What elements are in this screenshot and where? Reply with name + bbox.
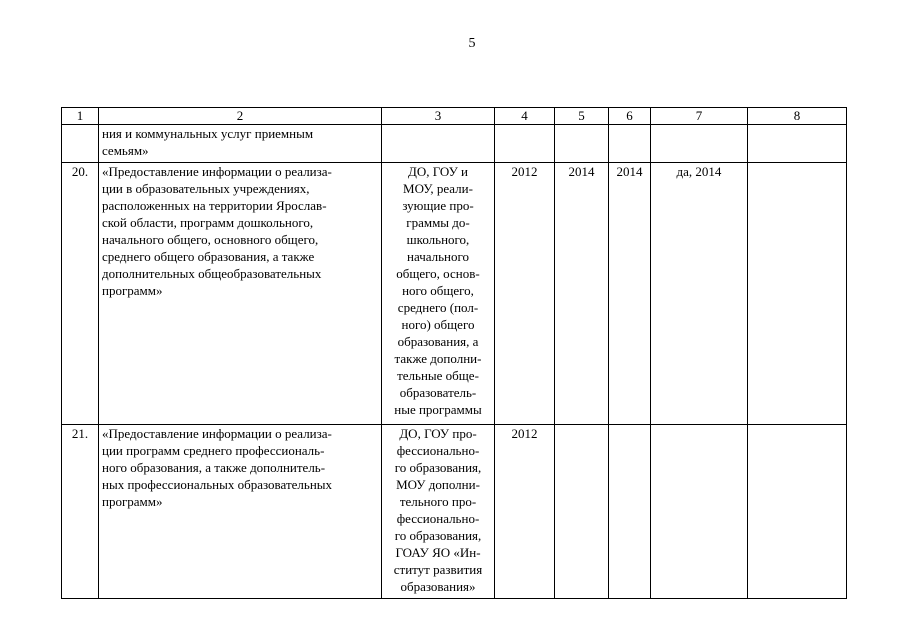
- row-number-cell: 20.: [62, 163, 99, 425]
- column-header-5: 5: [555, 108, 609, 125]
- column-4-cell: 2012: [495, 163, 555, 425]
- executor-cell: [382, 125, 495, 163]
- column-5-cell: [555, 425, 609, 599]
- executor-cell: ДО, ГОУ и МОУ, реали- зующие про- граммы до- школьного, начального общего, основ- ного общего, среднего (пол- ного) общего образования, а также дополни- тельные обще- образователь- ные программы: [382, 163, 495, 425]
- column-8-cell: [748, 163, 847, 425]
- column-header-6: 6: [609, 108, 651, 125]
- service-name-cell: «Предоставление информации о реализа- ции программ среднего профессиональ- ного образования, а также дополнитель- ных профессиональных образовательных программ»: [99, 425, 382, 599]
- column-header-8: 8: [748, 108, 847, 125]
- column-6-cell: [609, 125, 651, 163]
- column-4-cell: 2012: [495, 425, 555, 599]
- column-6-cell: 2014: [609, 163, 651, 425]
- column-7-cell: [651, 125, 748, 163]
- column-5-cell: 2014: [555, 163, 609, 425]
- row-number-cell: 21.: [62, 425, 99, 599]
- column-6-cell: [609, 425, 651, 599]
- column-8-cell: [748, 425, 847, 599]
- table-row: [62, 163, 847, 425]
- column-7-cell: [651, 425, 748, 599]
- column-header-1: 1: [62, 108, 99, 125]
- service-name-cell: «Предоставление информации о реализа- ции в образовательных учреждениях, расположенных на территории Ярослав- ской области, программ дошкольного, начального общего, основного общего, среднего общего образования, а также дополнительных общеобразовательных программ»: [99, 163, 382, 425]
- executor-cell: ДО, ГОУ про- фессионально- го образования, МОУ дополни- тельного про- фессионально- го образования, ГОАУ ЯО «Ин- ститут развития образования»: [382, 425, 495, 599]
- column-header-3: 3: [382, 108, 495, 125]
- service-name-cell: ния и коммунальных услуг приемным семьям»: [99, 125, 382, 163]
- services-table: [61, 107, 847, 599]
- column-5-cell: [555, 125, 609, 163]
- column-header-7: 7: [651, 108, 748, 125]
- header-row: [62, 108, 847, 125]
- row-number-cell: [62, 125, 99, 163]
- column-header-2: 2: [99, 108, 382, 125]
- column-8-cell: [748, 125, 847, 163]
- page-number: 5: [468, 36, 476, 51]
- table-row: [62, 125, 847, 163]
- column-4-cell: [495, 125, 555, 163]
- column-7-cell: да, 2014: [651, 163, 748, 425]
- table-row: [62, 425, 847, 599]
- column-header-4: 4: [495, 108, 555, 125]
